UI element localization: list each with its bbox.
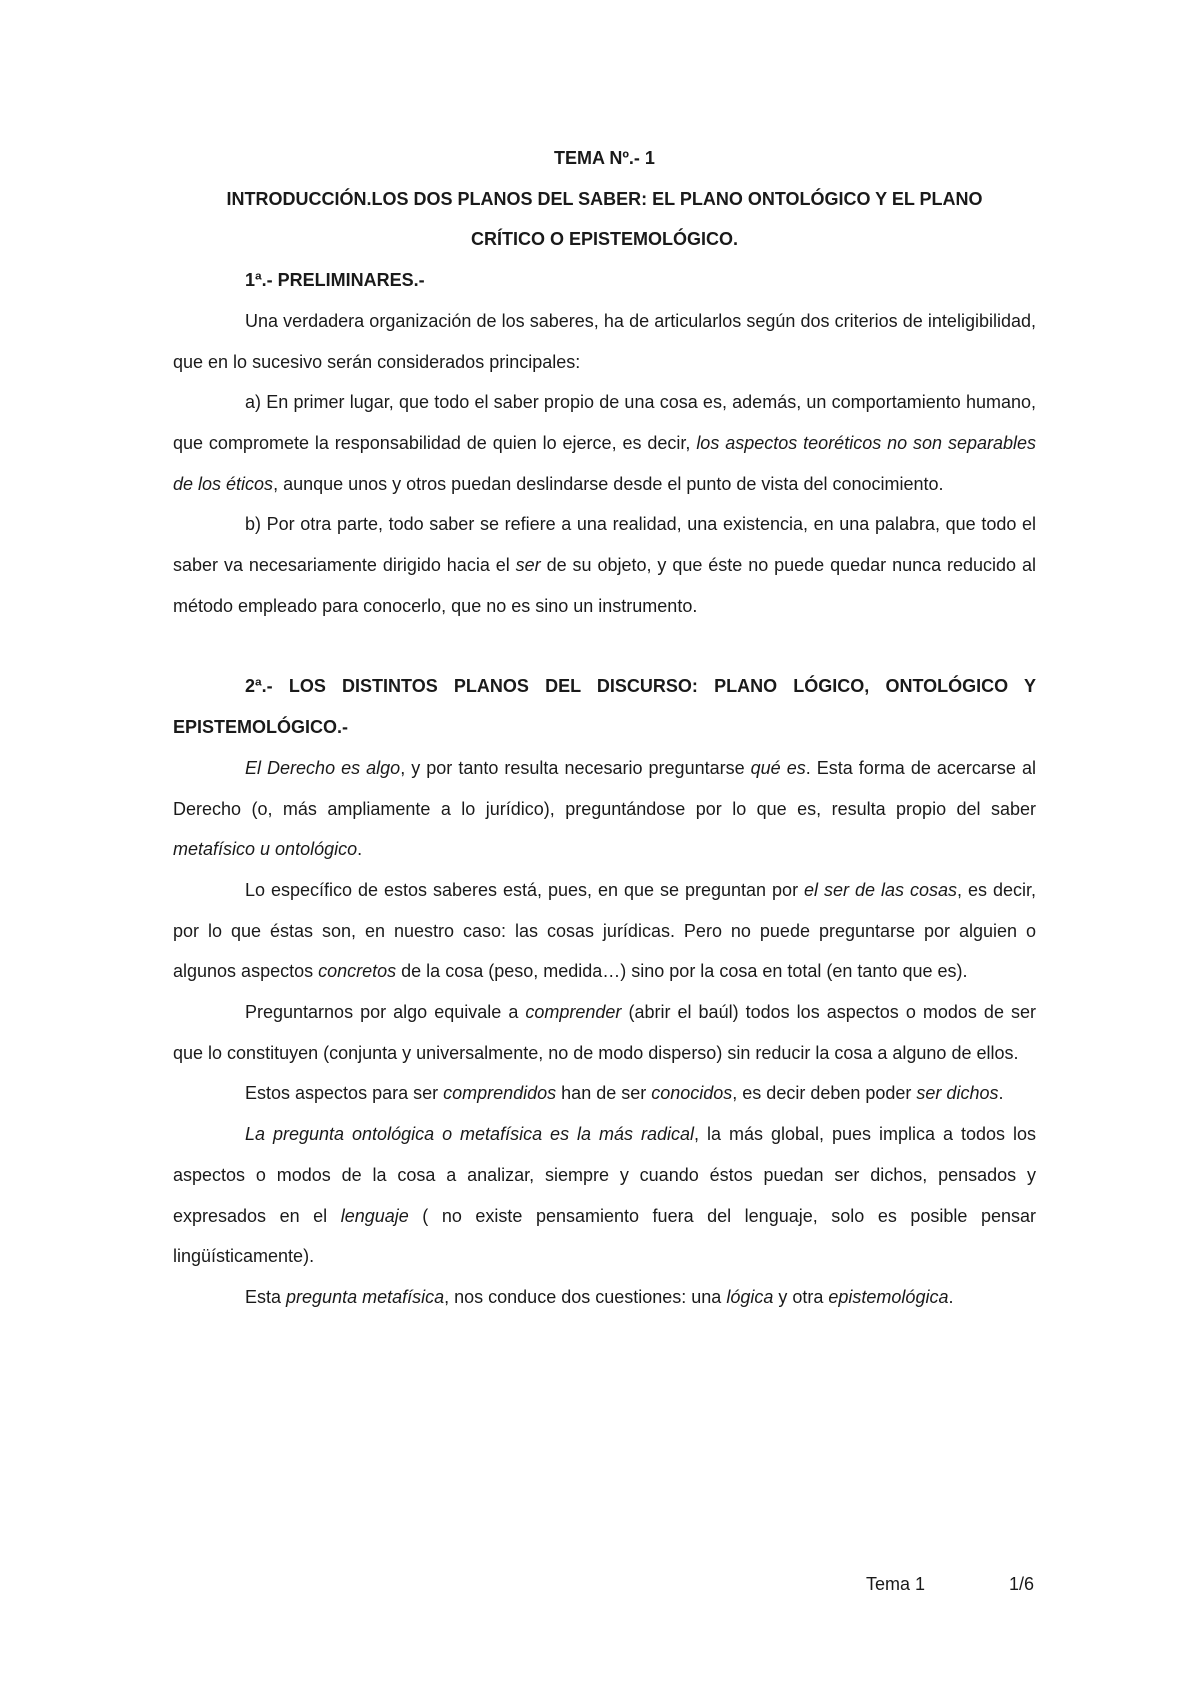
italic-run: comprendidos — [443, 1083, 557, 1104]
italic-run: lógica — [726, 1286, 774, 1307]
text-run: . Esta forma de acercarse al Derecho (o, más ampliamente a lo jurídico), preguntándose por lo que es, resulta propio del saber — [173, 757, 1036, 819]
text-run: , aunque unos y otros puedan deslindarse desde el punto de vista del conocimiento. — [273, 473, 944, 494]
italic-run: lenguaje — [340, 1205, 409, 1226]
text-run: Preguntarnos por algo equivale a — [245, 1002, 526, 1023]
section-spacer — [173, 626, 1036, 666]
footer-label: Tema 1 — [866, 1574, 926, 1594]
text-run: b) Por otra parte, todo saber se refiere a una realidad, una existencia, en una palabra, que todo el saber va necesariamente dirigido hacia el — [173, 514, 1036, 576]
text-run: , es decir deben poder — [732, 1083, 917, 1104]
section-2-heading: 2ª.- LOS DISTINTOS PLANOS DEL DISCURSO: PLANO LÓGICO, ONTOLÓGICO Y EPISTEMOLÓGICO.- — [173, 676, 1036, 738]
text-run: . — [998, 1083, 1004, 1104]
text-run: Esta — [245, 1286, 287, 1307]
italic-run: los aspectos teoréticos no son separables de los éticos — [173, 432, 1037, 494]
section-2-paragraph-2 — [173, 870, 1036, 992]
italic-run: el ser de las cosas — [804, 879, 958, 900]
tema-number: TEMA Nº.- 1 — [554, 148, 655, 168]
section-2-paragraph-1 — [173, 748, 1036, 870]
text-run: (abrir el baúl) todos los aspectos o modos de ser que lo constituyen (conjunta y universalmente, no de modo disperso) sin reducir la cosa a alguno de ellos. — [173, 1002, 1036, 1063]
text-run: , la más global, pues implica a todos los aspectos o modos de la cosa a analizar, siempre y cuando éstos puedan ser dichos, pensados y expresados en el — [173, 1124, 1036, 1226]
text-run: ( no existe pensamiento fuera del lenguaje, solo es posible pensar lingüísticamente). — [173, 1205, 1036, 1267]
italic-run: El Derecho es algo — [245, 757, 401, 778]
italic-run: ser dichos — [916, 1083, 999, 1104]
section-2-paragraph-5 — [173, 1114, 1036, 1277]
text-run: , nos conduce dos cuestiones: una — [444, 1286, 727, 1307]
page-number: 1/6 — [1009, 1574, 1035, 1594]
text-run: . — [948, 1286, 954, 1307]
italic-run: concretos — [318, 961, 397, 982]
text-run: han de ser — [556, 1083, 652, 1104]
section-1-paragraph-a — [173, 382, 1036, 504]
section-1-paragraph-1: Una verdadera organización de los saberes, ha de articularlos según dos criterios de inteligibilidad, que en lo sucesivo serán considerados principales: — [173, 310, 1036, 372]
text-run: . — [357, 839, 363, 860]
italic-run: qué es — [750, 757, 806, 778]
italic-run: comprender — [525, 1002, 622, 1023]
italic-run: La pregunta ontológica o metafísica es la más radical — [245, 1124, 695, 1145]
text-run: y otra — [773, 1286, 829, 1307]
section-1-paragraph-b — [173, 504, 1036, 626]
text-run: , es decir, por lo que éstas son, en nuestro caso: las cosas jurídicas. Pero no puede preguntarse por alguien o algunos aspectos — [173, 879, 1036, 982]
italic-run: ser — [515, 555, 541, 576]
italic-run: pregunta metafísica — [286, 1286, 445, 1307]
document-title-line-2: CRÍTICO O EPISTEMOLÓGICO. — [470, 229, 738, 250]
section-2-paragraph-3 — [173, 992, 1036, 1073]
section-2-paragraph-6 — [173, 1277, 1036, 1318]
text-run: Lo específico de estos saberes está, pues, en que se preguntan por — [245, 879, 805, 900]
text-run: de su objeto, y que éste no puede quedar nunca reducido al método empleado para conocerlo, que no es sino un instrumento. — [173, 555, 1036, 616]
section-1-heading: 1ª.- PRELIMINARES.- — [245, 270, 425, 291]
text-run: Estos aspectos para ser — [245, 1083, 444, 1104]
text-run: , y por tanto resulta necesario preguntarse — [400, 757, 751, 778]
document-page — [173, 138, 1036, 1318]
text-run: a) En primer lugar, que todo el saber propio de una cosa es, además, un comportamiento humano, que compromete la responsabilidad de quien lo ejerce, es decir, — [173, 392, 1036, 453]
document-title-line-1: INTRODUCCIÓN.LOS DOS PLANOS DEL SABER: EL PLANO ONTOLÓGICO Y EL PLANO — [226, 188, 983, 209]
section-2-paragraph-4 — [173, 1073, 1036, 1114]
text-run: de la cosa (peso, medida…) sino por la cosa en total (en tanto que es). — [396, 961, 968, 982]
italic-run: epistemológica — [828, 1286, 949, 1307]
italic-run: conocidos — [651, 1083, 733, 1104]
italic-run: metafísico u ontológico — [173, 839, 358, 860]
